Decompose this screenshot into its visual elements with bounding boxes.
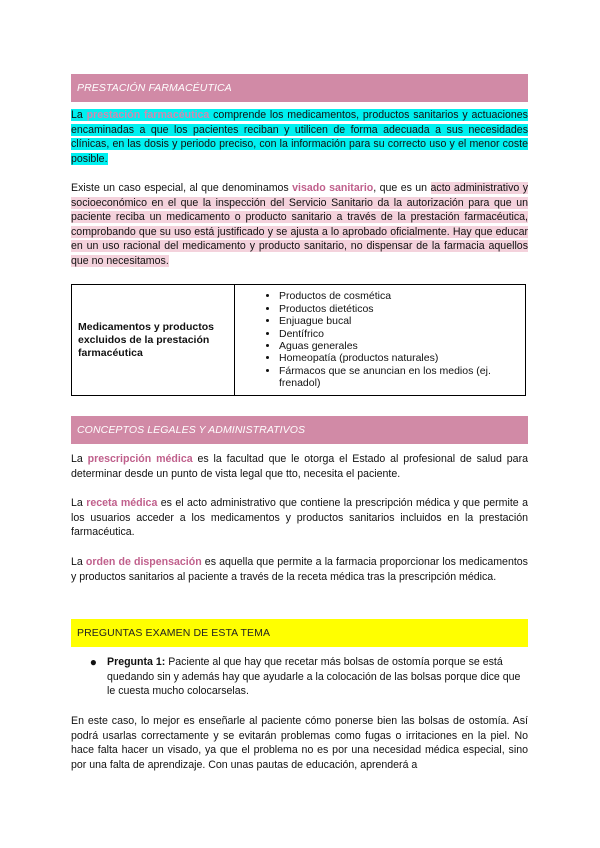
intro-paragraph (71, 108, 528, 166)
list-item: • Dentífrico (279, 328, 519, 340)
visado-paragraph (71, 181, 528, 269)
section-heading-text: CONCEPTOS LEGALES Y ADMINISTRATIVOS (77, 424, 306, 436)
exclusions-list (241, 290, 519, 389)
section-heading-preguntas (71, 619, 528, 647)
section-heading-text: PRESTACIÓN FARMACÉUTICA (77, 82, 232, 94)
p2-lead: La (71, 497, 87, 509)
term-dispensacion: orden de dispensación (85, 556, 202, 568)
visado-highlight: acto administrativo y socioeconómico en el que la inspección del Servicio Sanitario da la autorización para que un paciente reciba un medicamento o producto sanitario a través de la prestación farmacéutica, comprobando que su uso está justificado y se ajusta a lo aprobado oficialmente. Hay que educar en un uso racional del medicamento y producto sanitario, no dispensar de la farmacia aquellos que no necesitamos. (71, 182, 528, 267)
p3-lead: La (71, 556, 86, 568)
list-item: • Fármacos que se anuncian en los medios (ej. frenadol) (279, 365, 519, 390)
term-visado: visado sanitario (292, 182, 374, 194)
intro-rest: comprende los medicamentos, productos sanitarios y actuaciones encaminadas a que los pacientes reciban y utilicen de forma adecuada a sus necesidades clínicas, en las dosis y periodo preciso, con la información para su correcto uso y el menor coste posible. (71, 109, 528, 165)
prescripcion-paragraph (71, 452, 528, 481)
list-item: • Productos de cosmética (279, 290, 519, 302)
bullet-icon: ● (89, 655, 97, 669)
exclusions-list-cell (235, 285, 526, 396)
questions-list (71, 655, 528, 699)
exclusions-table (71, 284, 526, 396)
intro-highlight (71, 109, 528, 165)
question-text: Paciente al que hay que recetar más bolsas de ostomía porque se está quedando sin y además hay que ayudarle a la colocación de las bolsas porque dice que le cuesta mucho colocarselas. (107, 656, 521, 698)
list-item: • Aguas generales (279, 340, 519, 352)
section-heading-conceptos (71, 416, 528, 444)
list-item: • Homeopatía (productos naturales) (279, 352, 519, 364)
section-heading-prestacion (71, 74, 528, 102)
list-item (71, 655, 528, 699)
question-label: Pregunta 1: (107, 656, 166, 668)
p2-rest: es el acto administrativo que contiene la prescripción médica y que permite a los usuarios acceder a los medicamentos y productos sanitarios incluidos en la prestación farmacéutica. (71, 497, 529, 539)
list-item: • Productos dietéticos (279, 303, 519, 315)
visado-mid: , que es un (373, 182, 431, 194)
exclusions-label: Medicamentos y productos excluidos de la prestación farmacéutica (72, 285, 235, 396)
term-prescripcion: prescripción médica (87, 453, 193, 465)
p1-rest: es la facultad que le otorga el Estado al profesional de salud para determinar desde un punto de vista legal que tto, necesita el paciente. (71, 453, 528, 480)
section-heading-text: PREGUNTAS EXAMEN DE ESTA TEMA (77, 627, 271, 639)
intro-lead: La (71, 109, 87, 121)
dispensacion-paragraph (71, 555, 528, 584)
p1-lead: La (71, 453, 88, 465)
p3-rest: es aquella que permite a la farmacia proporcionar los medicamentos y productos sanitarios al paciente a través de la receta médica tras la prescripción médica. (71, 556, 528, 583)
term-receta: receta médica (86, 497, 158, 509)
answer-paragraph (71, 714, 528, 772)
list-item: • Enjuague bucal (279, 315, 519, 327)
term-prestacion: prestación farmacéutica (86, 109, 210, 121)
visado-lead: Existe un caso especial, al que denominamos (71, 182, 293, 194)
question-1 (107, 655, 528, 699)
answer-text: En este caso, lo mejor es enseñarle al paciente cómo ponerse bien las bolsas de ostomía. Así podrá usarlas correctamente y se evitarán problemas como fugas o irritaciones en la piel. No hace falta hacer un visado, ya que el problema no es por una necesidad médica especial, sino por una falta de aprendizaje. Con unas pautas de educación, aprenderá a (71, 715, 528, 771)
receta-paragraph (71, 496, 528, 540)
